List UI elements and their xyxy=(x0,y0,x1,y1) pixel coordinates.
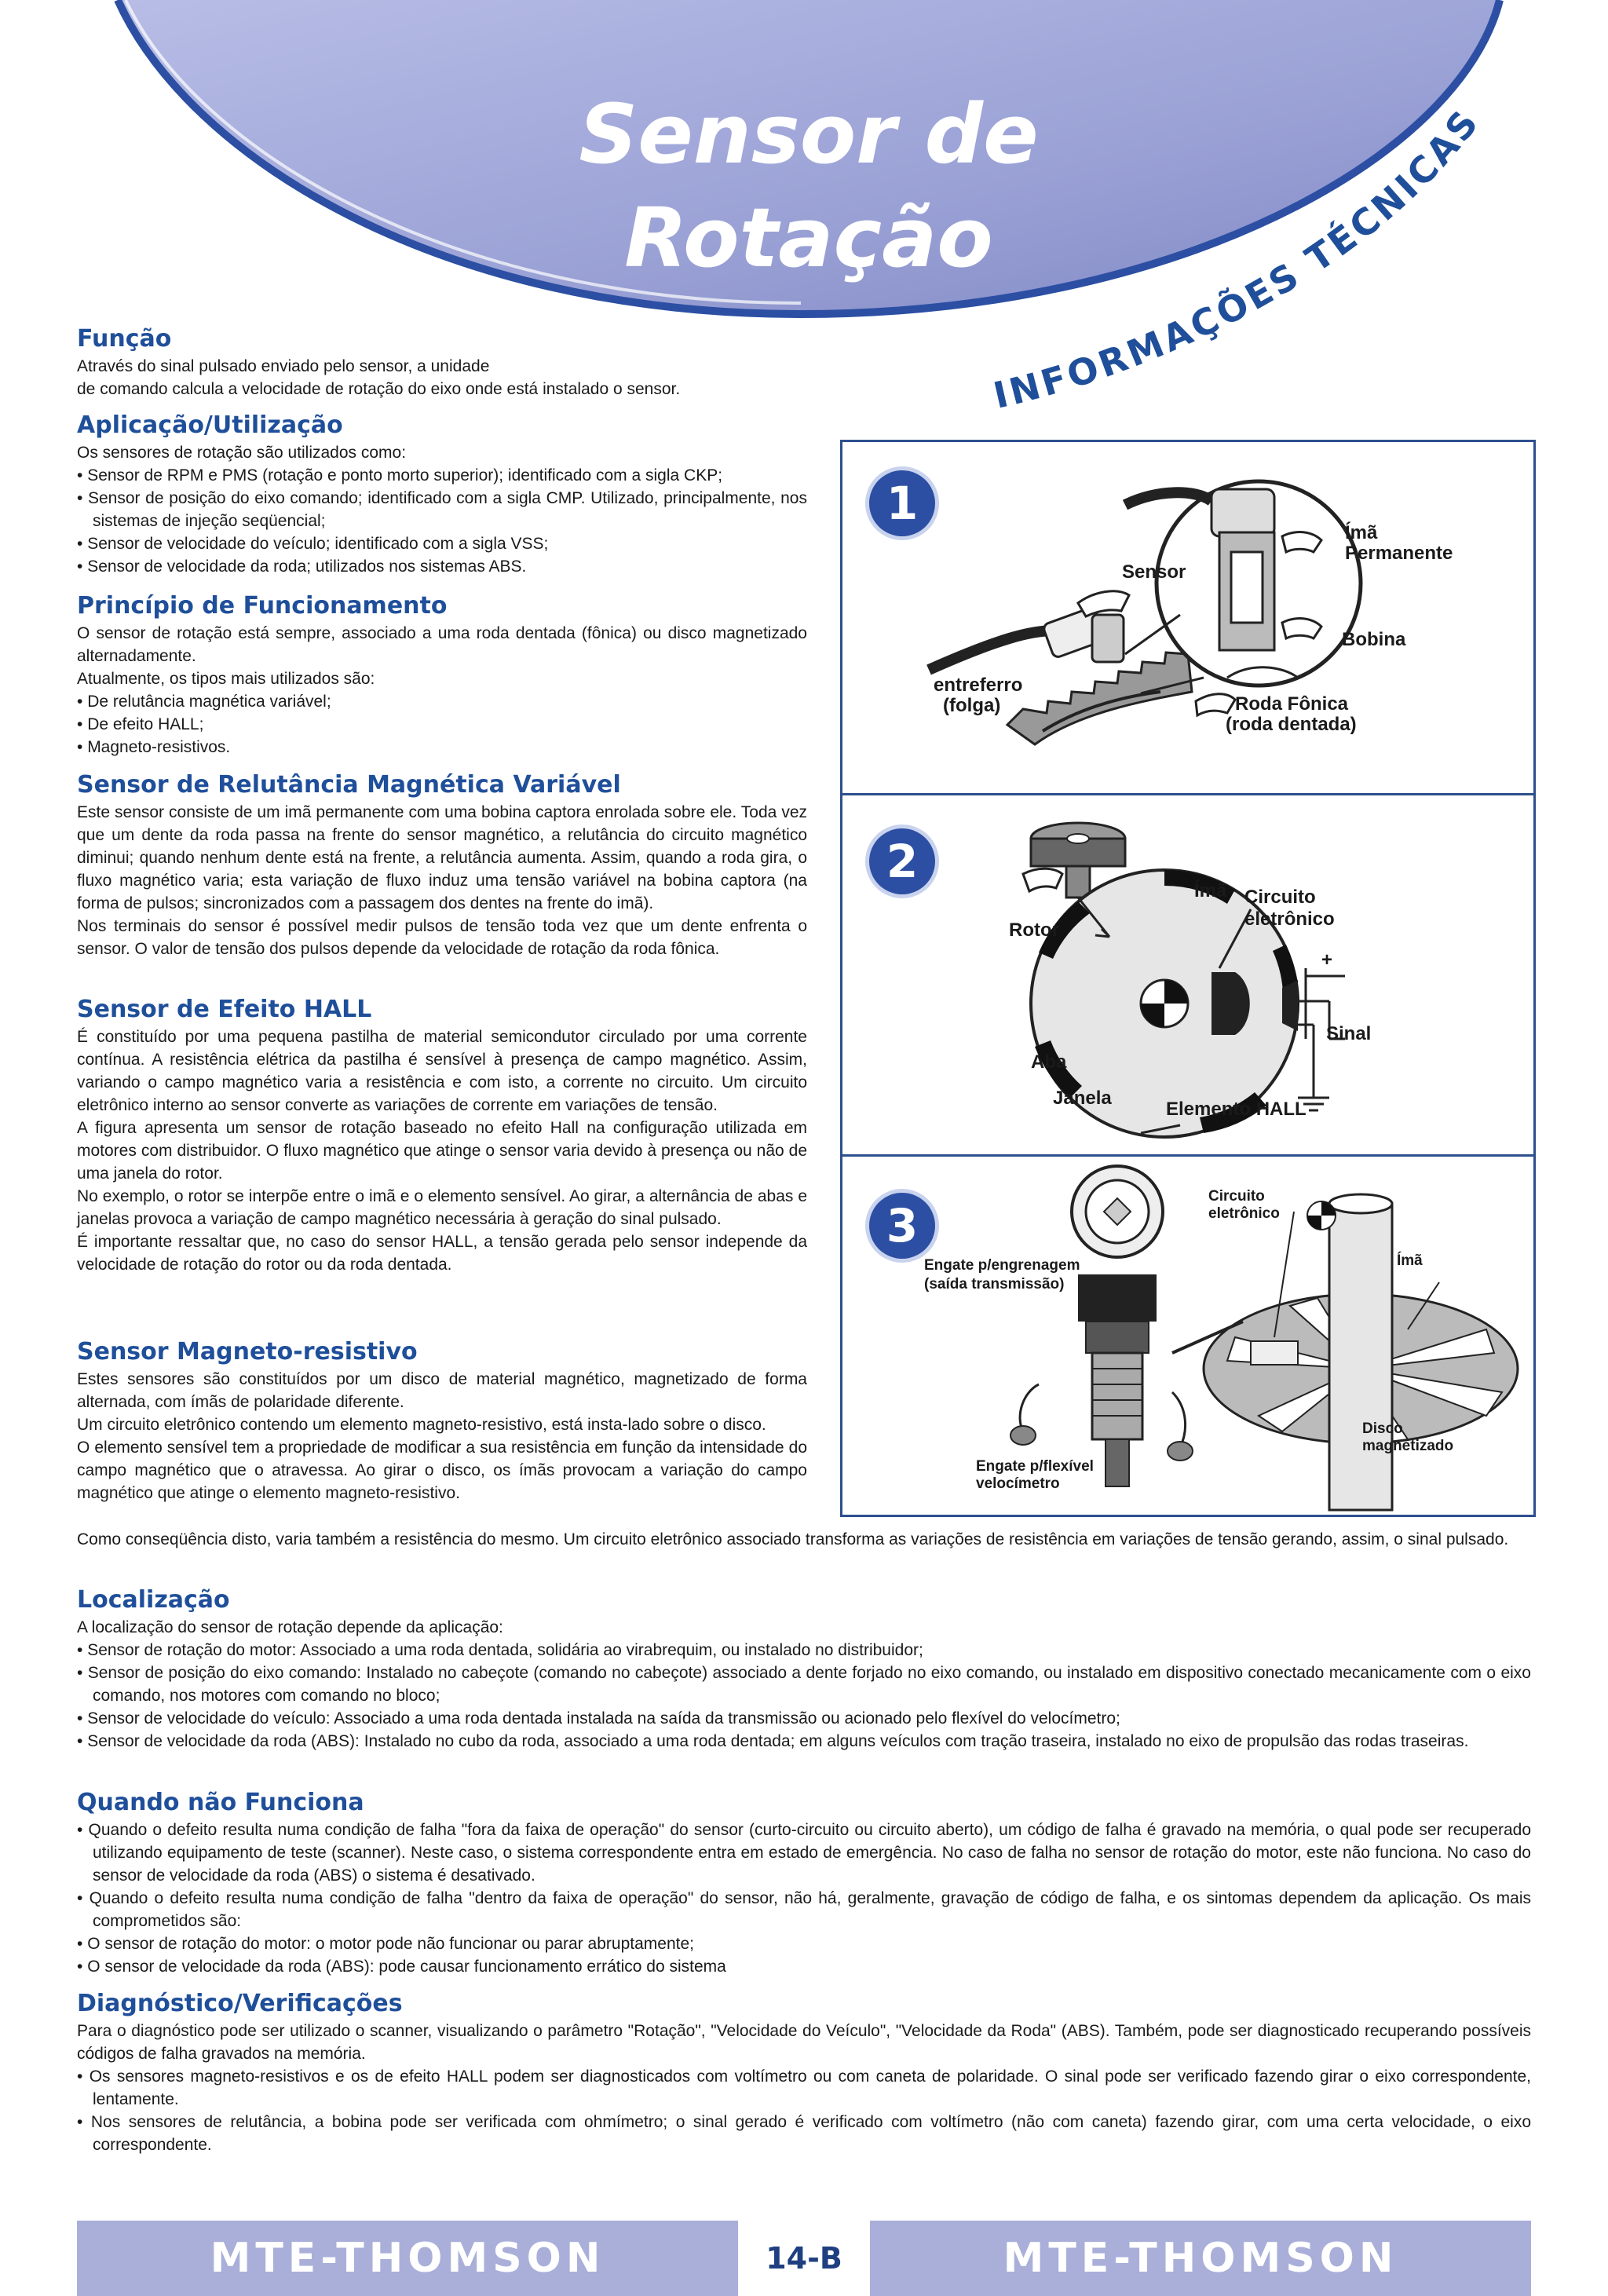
figure-2-number: 2 xyxy=(869,828,935,894)
text-hall-4: É importante ressaltar que, no caso do sensor HALL, a tensão gerada pelo sensor independe da velocidade de rotação do rotor ou da roda dentada. xyxy=(77,1233,807,1274)
curved-tagline-text: INFORMAÇÕES TÉCNICAS xyxy=(989,100,1489,417)
text-magneto-3: O elemento sensível tem a propriedade de modificar a sua resistência em função da intensidade do campo magnético que o atravessa. Ao girar o disco, os ímãs provocam a variação do campo magnético que atinge o elemento magneto-resistivo. xyxy=(77,1439,807,1502)
label-roda-fonica-1: Roda Fônica xyxy=(1235,693,1349,715)
list-item: • Quando o defeito resulta numa condição de falha "fora da faixa de operação" do sensor (curto-circuito ou circuito aberto), um código de falha é gravado na memória, o qual pode ser recuperado utilizando equipamento de teste (scanner). Neste caso, o sistema correspondente entra em estado de emergência. No caso de falha no sensor de rotação do motor, este não funciona. No caso do sensor de velocidade da roda (ABS) o sistema é desativado. xyxy=(77,1819,1531,1887)
list-aplicacao xyxy=(77,464,807,578)
label-roda-fonica-2: (roda dentada) xyxy=(1226,714,1357,735)
label-circuito-1: Circuito xyxy=(1208,1188,1265,1205)
label-entreferro-2: (folga) xyxy=(943,695,1001,716)
text-hall-1: É constituído por uma pequena pastilha de material semicondutor circulado por uma corrente contínua. A resistência elétrica da pastilha é sensível à presença de campo magnético. Assim, variando o campo magnético varia a resistência e com isto, a corrente no circuito. Um circuito eletrônico interno ao sensor converte as variações de corrente em variações de tensão. xyxy=(77,1028,807,1114)
section-localizacao xyxy=(77,1585,1531,1753)
figure-3-panel xyxy=(840,1154,1536,1517)
list-item: • O sensor de rotação do motor: o motor pode não funcionar ou parar abruptamente; xyxy=(77,1932,1531,1955)
label-bobina: Bobina xyxy=(1342,629,1406,650)
label-engate-engrenagem-1: Engate p/engrenagem xyxy=(924,1257,1080,1274)
label-rotor: Rotor xyxy=(1009,919,1059,941)
list-diagnostico xyxy=(77,2065,1531,2156)
figure-1-number: 1 xyxy=(869,470,935,536)
text-relutancia-1: Este sensor consiste de um imã permanente com uma bobina captora enrolada sobre ele. Toda vez que um dente da roda passa na frente do sensor magnético, a relutância do circuito magnético diminui; quando nenhum dente está na frente, a relutância aumenta. Assim, quando a roda gira, o fluxo magnético varia; esta variação de fluxo induz uma tensão variável na bobina captora (na forma de pulsos; sincronizados com a passagem dos dentes na frente do imã). xyxy=(77,803,807,912)
label-circuito-2: eletrônico xyxy=(1244,909,1335,930)
label-entreferro-1: entreferro xyxy=(934,675,1023,696)
heading-quando: Quando não Funciona xyxy=(77,1789,364,1816)
label-engate-engrenagem-2: (saída transmissão) xyxy=(924,1276,1065,1292)
label-circuito-1: Circuito xyxy=(1244,887,1316,908)
heading-localizacao: Localização xyxy=(77,1586,230,1614)
footer-brand-right: MTE-THOMSON xyxy=(870,2221,1531,2296)
list-item: • De efeito HALL; xyxy=(77,713,807,736)
list-item: • Sensor de velocidade do veículo: Associado a uma roda dentada instalada na saída da transmissão ou acionado pelo flexível do velocímetro; xyxy=(77,1707,1531,1730)
list-item: • Sensor de RPM e PMS (rotação e ponto morto superior); identificado com a sigla CKP; xyxy=(77,464,807,487)
text-principio-1: O sensor de rotação está sempre, associado a uma roda dentada (fônica) ou disco magnetizado alternadamente. xyxy=(77,624,807,665)
footer-brand-left: MTE-THOMSON xyxy=(77,2221,738,2296)
title-line-2: Rotação xyxy=(624,190,993,286)
label-plus: + xyxy=(1321,949,1333,971)
label-ima: Ímã xyxy=(1397,1252,1423,1269)
footer xyxy=(77,2221,1531,2296)
list-item: • Sensor de velocidade da roda; utilizados nos sistemas ABS. xyxy=(77,555,807,578)
list-quando xyxy=(77,1819,1531,1978)
label-ima-permanente-1: Ímã xyxy=(1345,522,1378,543)
heading-diagnostico: Diagnóstico/Verificações xyxy=(77,1990,403,2017)
heading-aplicacao: Aplicação/Utilização xyxy=(77,411,343,439)
text-localizacao-intro: A localização do sensor de rotação depende da aplicação: xyxy=(77,1618,503,1636)
label-sinal: Sinal xyxy=(1326,1023,1372,1044)
section-relutancia xyxy=(77,770,807,960)
section-diagnostico xyxy=(77,1988,1531,2156)
text-hall-3: No exemplo, o rotor se interpõe entre o imã e o elemento sensível. Ao girar, a alternância de abas e janelas provoca a variação de campo magnético necessária à geração do sinal pulsado. xyxy=(77,1187,807,1228)
list-item: • Sensor de posição do eixo comando; identificado com a sigla CMP. Utilizado, principalmente, nos sistemas de injeção seqüencial; xyxy=(77,487,807,532)
svg-text:INFORMAÇÕES TÉCNICAS xyxy=(989,101,1488,417)
figure-1-drawing xyxy=(842,442,1533,795)
list-localizacao xyxy=(77,1639,1531,1753)
label-sensor: Sensor xyxy=(1122,561,1186,583)
heading-funcao: Função xyxy=(77,325,172,353)
section-aplicacao xyxy=(77,410,807,578)
label-aba: Aba xyxy=(1031,1051,1067,1073)
figure-3-drawing xyxy=(842,1157,1533,1515)
curved-tagline xyxy=(974,71,1539,440)
label-engate-flexivel-2: velocímetro xyxy=(976,1475,1060,1492)
text-diagnostico-intro: Para o diagnóstico pode ser utilizado o scanner, visualizando o parâmetro "Rotação", "Velocidade do Veículo", "Velocidade da Roda" (ABS). Também, pode ser diagnosticado recuperando possíveis códigos de falha gravados na memória. xyxy=(77,2022,1531,2063)
text-principio-2: Atualmente, os tipos mais utilizados são: xyxy=(77,670,375,688)
text-hall-2: A figura apresenta um sensor de rotação baseado no efeito Hall na configuração utilizada em motores com distribuidor. O fluxo magnético que atinge o sensor varia devido à presença ou não de uma janela do rotor. xyxy=(77,1119,807,1183)
label-circuito-2: eletrônico xyxy=(1208,1205,1280,1222)
heading-relutancia: Sensor de Relutância Magnética Variável xyxy=(77,771,621,799)
text-magneto-2: Um circuito eletrônico contendo um elemento magneto-resistivo, está insta-lado sobre o disco. xyxy=(77,1416,766,1434)
label-engate-flexivel-1: Engate p/flexível xyxy=(976,1458,1094,1475)
text-magneto-1: Estes sensores são constituídos por um disco de material magnético, magnetizado de forma alternada, com ímãs de polaridade diferente. xyxy=(77,1370,807,1411)
label-ima-permanente-2: Permanente xyxy=(1345,543,1453,564)
list-item: • Sensor de rotação do motor: Associado a uma roda dentada, solidária ao virabrequim, ou instalado no distribuidor; xyxy=(77,1639,1531,1662)
list-item: • Os sensores magneto-resistivos e os de efeito HALL podem ser diagnosticados com voltímetro ou com caneta de polaridade. O sinal pode ser verificado fazendo girar o eixo correspondente, lentamente. xyxy=(77,2065,1531,2111)
title-line-1: Sensor de xyxy=(579,86,1039,182)
list-item: • Sensor de velocidade do veículo; identificado com a sigla VSS; xyxy=(77,532,807,555)
figure-2-panel xyxy=(840,793,1536,1159)
list-item: • Quando o defeito resulta numa condição de falha "dentro da faixa de operação" do sensor, não há, geralmente, gravação de código de falha, e os sintomas dependem da aplicação. Os mais comprometidos são: xyxy=(77,1887,1531,1932)
list-item: • O sensor de velocidade da roda (ABS): pode causar funcionamento errático do sistema xyxy=(77,1955,1531,1978)
figure-1-panel xyxy=(840,440,1536,798)
list-item: • Sensor de posição do eixo comando: Instalado no cabeçote (comando no cabeçote) associado a dente forjado no eixo comando, ou instalado em dispositivo conectado mecanicamente com o eixo comando, nos motores com comando no bloco; xyxy=(77,1662,1531,1707)
label-disco-1: Disco xyxy=(1362,1420,1403,1437)
text-funcao: Através do sinal pulsado enviado pelo sensor, a unidade de comando calcula a velocidade de rotação do eixo onde está instalado o sensor. xyxy=(77,357,681,398)
list-item: • Magneto-resistivos. xyxy=(77,736,807,759)
text-aplicacao-intro: Os sensores de rotação são utilizados como: xyxy=(77,444,407,462)
label-elemento-hall: Elemento HALL xyxy=(1166,1099,1306,1120)
list-principio xyxy=(77,690,807,759)
text-relutancia-2: Nos terminais do sensor é possível medir pulsos de tensão toda vez que um dente enfrenta o sensor. O valor de tensão dos pulsos depende da velocidade de rotação da roda fônica. xyxy=(77,917,807,958)
section-principio xyxy=(77,590,807,759)
section-hall xyxy=(77,994,807,1276)
page-number: 14-B xyxy=(738,2221,870,2296)
section-quando xyxy=(77,1787,1531,1978)
list-item: • De relutância magnética variável; xyxy=(77,690,807,713)
heading-principio: Princípio de Funcionamento xyxy=(77,592,448,620)
section-magneto xyxy=(77,1336,807,1504)
section-funcao xyxy=(77,324,807,400)
label-janela: Janela xyxy=(1053,1088,1112,1109)
label-ima: Ímã xyxy=(1194,880,1227,901)
list-item: • Nos sensores de relutância, a bobina pode ser verificada com ohmímetro; o sinal gerado é verificado com voltímetro (não com caneta) fazendo girar, com uma certa velocidade, o eixo correspondente. xyxy=(77,2111,1531,2156)
list-item: • Sensor de velocidade da roda (ABS): Instalado no cubo da roda, associado a uma roda dentada; em alguns veículos com tração traseira, instalado no eixo de propulsão das rodas traseiras. xyxy=(77,1730,1531,1753)
heading-hall: Sensor de Efeito HALL xyxy=(77,996,372,1023)
text-magneto-4: Como conseqüência disto, varia também a resistência do mesmo. Um circuito eletrônico associado transforma as variações de resistência em variações de tensão gerando, assim, o sinal pulsado. xyxy=(77,1530,1509,1548)
heading-magneto: Sensor Magneto-resistivo xyxy=(77,1338,418,1366)
section-magneto-cont xyxy=(77,1528,1531,1551)
figure-3-number: 3 xyxy=(869,1193,935,1259)
label-disco-2: magnetizado xyxy=(1362,1438,1454,1454)
